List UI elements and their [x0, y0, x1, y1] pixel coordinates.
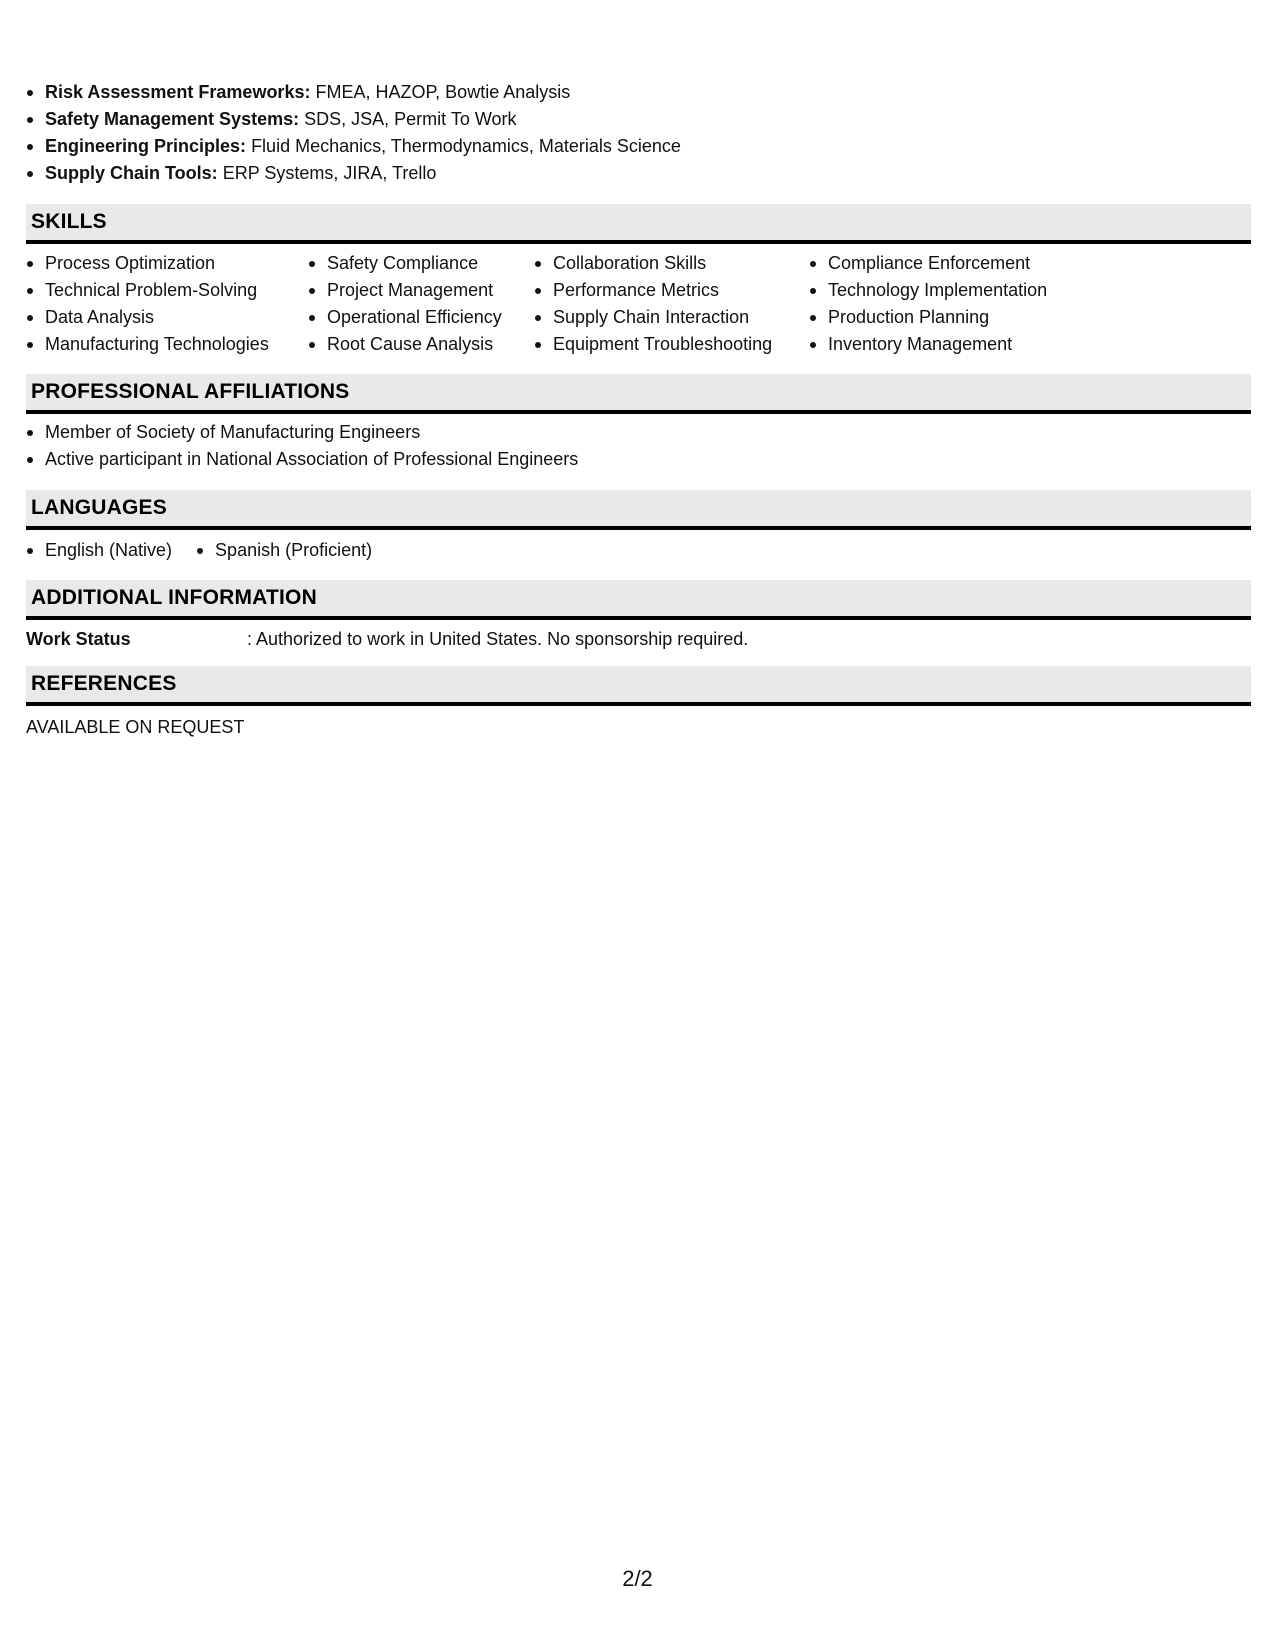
references-text: AVAILABLE ON REQUEST: [26, 717, 245, 737]
list-item: Data Analysis: [26, 304, 269, 331]
list-item: Root Cause Analysis: [308, 331, 502, 358]
affiliations-section-header: [26, 374, 1251, 414]
list-item: Compliance Enforcement: [809, 250, 1047, 277]
references-section-header: [26, 666, 1251, 706]
section-title: REFERENCES: [31, 672, 177, 695]
tool-category-value: FMEA, HAZOP, Bowtie Analysis: [315, 82, 571, 102]
skills-column-3: [534, 250, 772, 358]
tool-category-value: SDS, JSA, Permit To Work: [304, 109, 517, 129]
section-title: LANGUAGES: [31, 496, 167, 519]
list-item: Production Planning: [809, 304, 1047, 331]
work-status-value: : Authorized to work in United States. No sponsorship required.: [247, 629, 749, 649]
tool-category-label: Engineering Principles:: [45, 136, 247, 156]
list-item: [26, 160, 681, 187]
list-item: Inventory Management: [809, 331, 1047, 358]
skills-column-2: [308, 250, 502, 358]
section-title: ADDITIONAL INFORMATION: [31, 586, 317, 609]
list-item: Project Management: [308, 277, 502, 304]
skills-column-1: [26, 250, 269, 358]
tool-category-label: Supply Chain Tools:: [45, 163, 218, 183]
list-item: [26, 79, 681, 106]
list-item: Spanish (Proficient): [196, 537, 372, 564]
affiliations-list: [26, 419, 578, 473]
page-number: 2/2: [622, 1566, 653, 1591]
technical-tools-list: [26, 79, 681, 187]
list-item: Technology Implementation: [809, 277, 1047, 304]
tool-category-value: Fluid Mechanics, Thermodynamics, Materials Science: [251, 136, 681, 156]
list-item: Operational Efficiency: [308, 304, 502, 331]
list-item: Equipment Troubleshooting: [534, 331, 772, 358]
list-item: English (Native): [26, 537, 172, 564]
list-item: Technical Problem-Solving: [26, 277, 269, 304]
list-item: Collaboration Skills: [534, 250, 772, 277]
tool-category-value: ERP Systems, JIRA, Trello: [222, 163, 437, 183]
skills-section-header: [26, 204, 1251, 244]
list-item: Manufacturing Technologies: [26, 331, 269, 358]
list-item: [26, 133, 681, 160]
list-item: Performance Metrics: [534, 277, 772, 304]
additional-info-section-header: [26, 580, 1251, 620]
tool-category-label: Safety Management Systems:: [45, 109, 300, 129]
list-item: Member of Society of Manufacturing Engineers: [26, 419, 578, 446]
section-title: SKILLS: [31, 210, 107, 233]
work-status-label: Work Status: [26, 629, 131, 649]
list-item: Supply Chain Interaction: [534, 304, 772, 331]
list-item: Active participant in National Association of Professional Engineers: [26, 446, 578, 473]
list-item: Safety Compliance: [308, 250, 502, 277]
list-item: Process Optimization: [26, 250, 269, 277]
languages-section-header: [26, 490, 1251, 530]
languages-list: [26, 537, 396, 564]
section-title: PROFESSIONAL AFFILIATIONS: [31, 380, 350, 403]
skills-column-4: [809, 250, 1047, 358]
tool-category-label: Risk Assessment Frameworks:: [45, 82, 311, 102]
list-item: [26, 106, 681, 133]
